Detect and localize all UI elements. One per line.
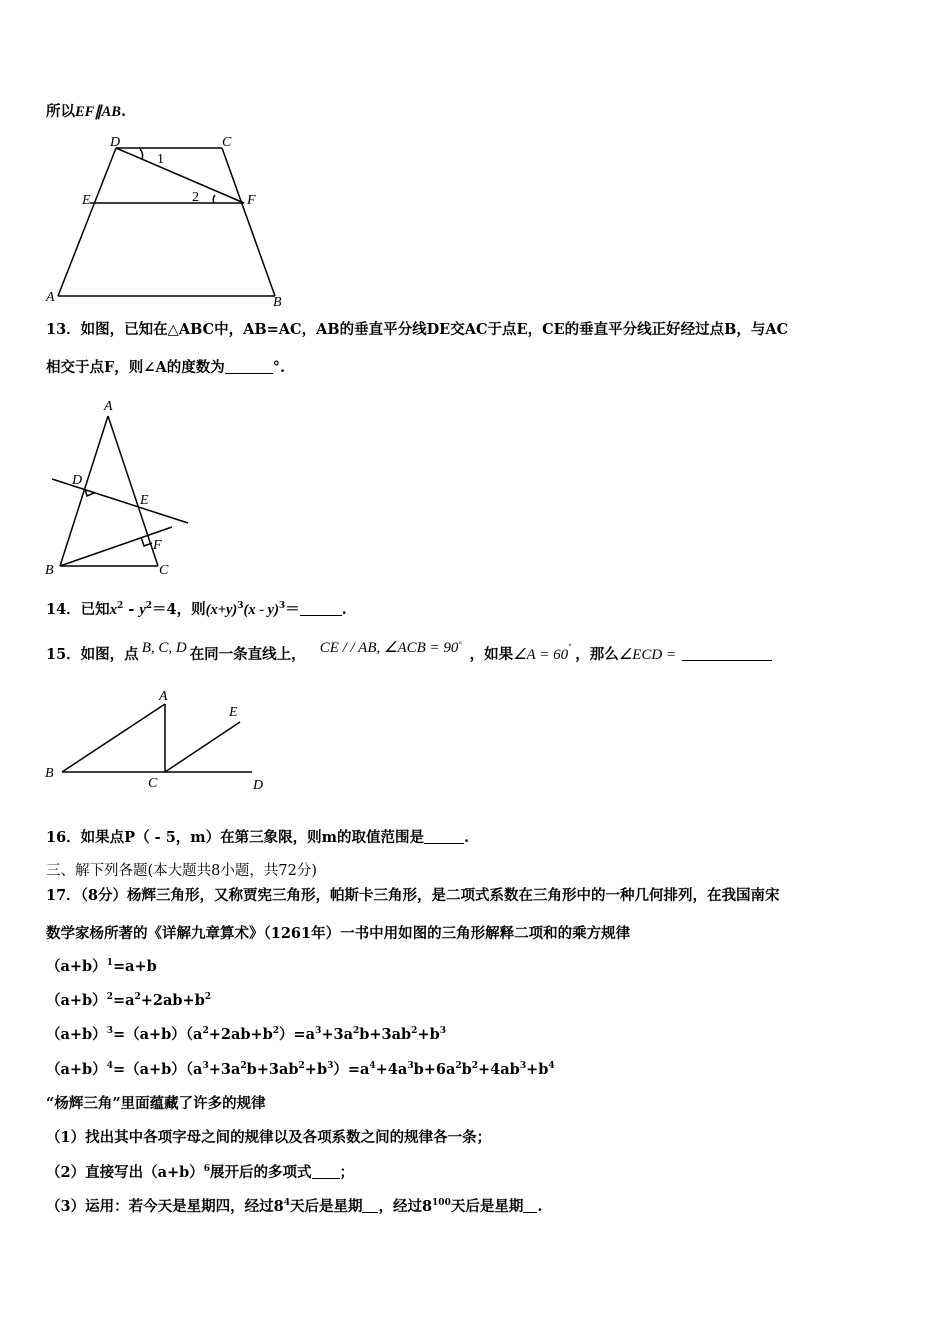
angle-1-label: 1 (157, 152, 164, 167)
q17-part2: （2）直接写出$(a+b)^6$展开后的多项式 ； (46, 1164, 355, 1181)
q16-end: . (463, 829, 470, 846)
q15-mid3: ，那么 (575, 646, 619, 663)
q17-part3-blank1[interactable] (362, 1198, 378, 1213)
label-E: E (82, 193, 91, 208)
q15-line (46, 640, 772, 665)
q13-line2 (46, 358, 285, 378)
q16-line (46, 828, 469, 848)
q15-points: B, C, D (141, 640, 187, 656)
fig15-label-A: A (159, 689, 168, 704)
q17-line1: 17．（8分）杨辉三角形，又称贾宪三角形，帕斯卡三角形，是二项式系数在三角形中的一种几何排列，在我国南宋 (46, 887, 780, 904)
q17-eq3: $(a+b)^3=(a+b)(a^2+2ab+b^2)=a^3+3a^2b+3ab^2+b^3$ (46, 1026, 446, 1043)
q14-y: y (139, 602, 146, 618)
q15-mid1: 在同一条直线上， (189, 646, 306, 663)
fig15-label-D: D (253, 778, 264, 793)
fig13-label-A: A (104, 399, 113, 414)
intro-end: . (120, 103, 126, 120)
fig15-label-B: B (45, 766, 54, 781)
q17-part3: （3）运用：若今天是星期四，经过$8^4$天后是星期 ，经过$8^{100}$天后是星期 . (46, 1198, 543, 1215)
label-C: C (222, 135, 232, 150)
fig13-label-D: D (72, 473, 83, 488)
angle-2-label: 2 (192, 190, 199, 205)
label-B: B (273, 295, 282, 310)
q17-part3-blank2[interactable] (523, 1198, 537, 1213)
intro-line (46, 102, 126, 122)
q15-mid2: ，如果 (469, 646, 514, 663)
q15-angle-a: ∠A = 60 (513, 647, 569, 663)
q13-line1: 13．如图，已知在△ABC中，AB=AC，AB的垂直平分线DE交AC于点E，CE的垂直平分线正好经过点B，与AC (46, 321, 789, 338)
q17-part1: （1）找出其中各项字母之间的规律以及各项系数之间的规律各一条； (46, 1129, 492, 1146)
q14-exp: 3 (278, 601, 286, 611)
q13-line2-prefix: 相交于点F，则∠A的度数为 (46, 359, 225, 376)
q15-target: ∠ECD = (618, 647, 677, 663)
label-D: D (110, 135, 121, 150)
q14-exp: 2 (145, 601, 153, 611)
q14-minus: - (123, 601, 140, 618)
fig13-label-F: F (153, 538, 162, 553)
q15-answer-blank[interactable] (682, 646, 772, 661)
q14-end: . (341, 601, 347, 618)
q14-prefix: 14．已知 (46, 601, 110, 618)
triangle-figure-13 (40, 396, 210, 586)
q15-degree: ° (568, 642, 572, 651)
q14-exp: 2 (116, 601, 124, 611)
q16-answer-blank[interactable] (424, 829, 464, 844)
q17-eq4: $(a+b)^4=(a+b)(a^3+3a^2b+3ab^2+b^3)=a^4+4a^3b+6a^2b^2+4ab^3+b^4$ (46, 1061, 555, 1078)
angle-figure-15 (40, 688, 280, 798)
q15-prefix: 15．如图，点 (46, 646, 139, 663)
fig13-label-E: E (140, 493, 149, 508)
fig13-label-C: C (159, 563, 169, 578)
intro-prefix: 所以 (46, 103, 75, 120)
q17-eq1: $(a+b)^1=a+b$ (46, 958, 157, 975)
fig13-label-B: B (45, 563, 54, 578)
q14-exp: 3 (237, 601, 244, 611)
q13-answer-blank[interactable] (225, 359, 273, 374)
q14-expr1: (x+y) (205, 602, 238, 618)
label-A: A (46, 290, 55, 305)
q14-answer-blank[interactable] (300, 601, 342, 616)
q14-expr2: (x - y) (243, 602, 279, 618)
q17-eq2: $(a+b)^2=a^2+2ab+b^2$ (46, 992, 212, 1009)
fig15-label-E: E (229, 705, 238, 720)
q14-x: x (109, 602, 117, 618)
q16-text: 16．如果点P（ - 5，m）在第三象限，则m的取值范围是 (46, 829, 424, 846)
q14-line (46, 600, 347, 620)
q14-suffix: ＝ (285, 601, 300, 618)
section3-title: 三、解下列各题(本大题共8小题，共72分) (46, 863, 317, 879)
q15-degree: ° (458, 640, 462, 649)
fig15-label-C: C (148, 776, 158, 791)
q17-note: “杨辉三角”里面蕴藏了许多的规律 (46, 1095, 266, 1112)
q17-line2: 数学家杨所著的《详解九章算术》（1261年）一书中用如图的三角形解释二项和的乘方规律 (46, 925, 631, 942)
q13-line2-suffix: °. (272, 359, 286, 376)
label-F: F (247, 193, 256, 208)
intro-conclusion: EF∥AB (75, 104, 121, 120)
q15-condition: CE / / AB, ∠ACB = 90 (319, 640, 459, 656)
trapezoid-figure (40, 128, 300, 308)
q17-part2-blank[interactable] (312, 1164, 340, 1179)
q14-eq: ＝4，则 (152, 601, 206, 618)
